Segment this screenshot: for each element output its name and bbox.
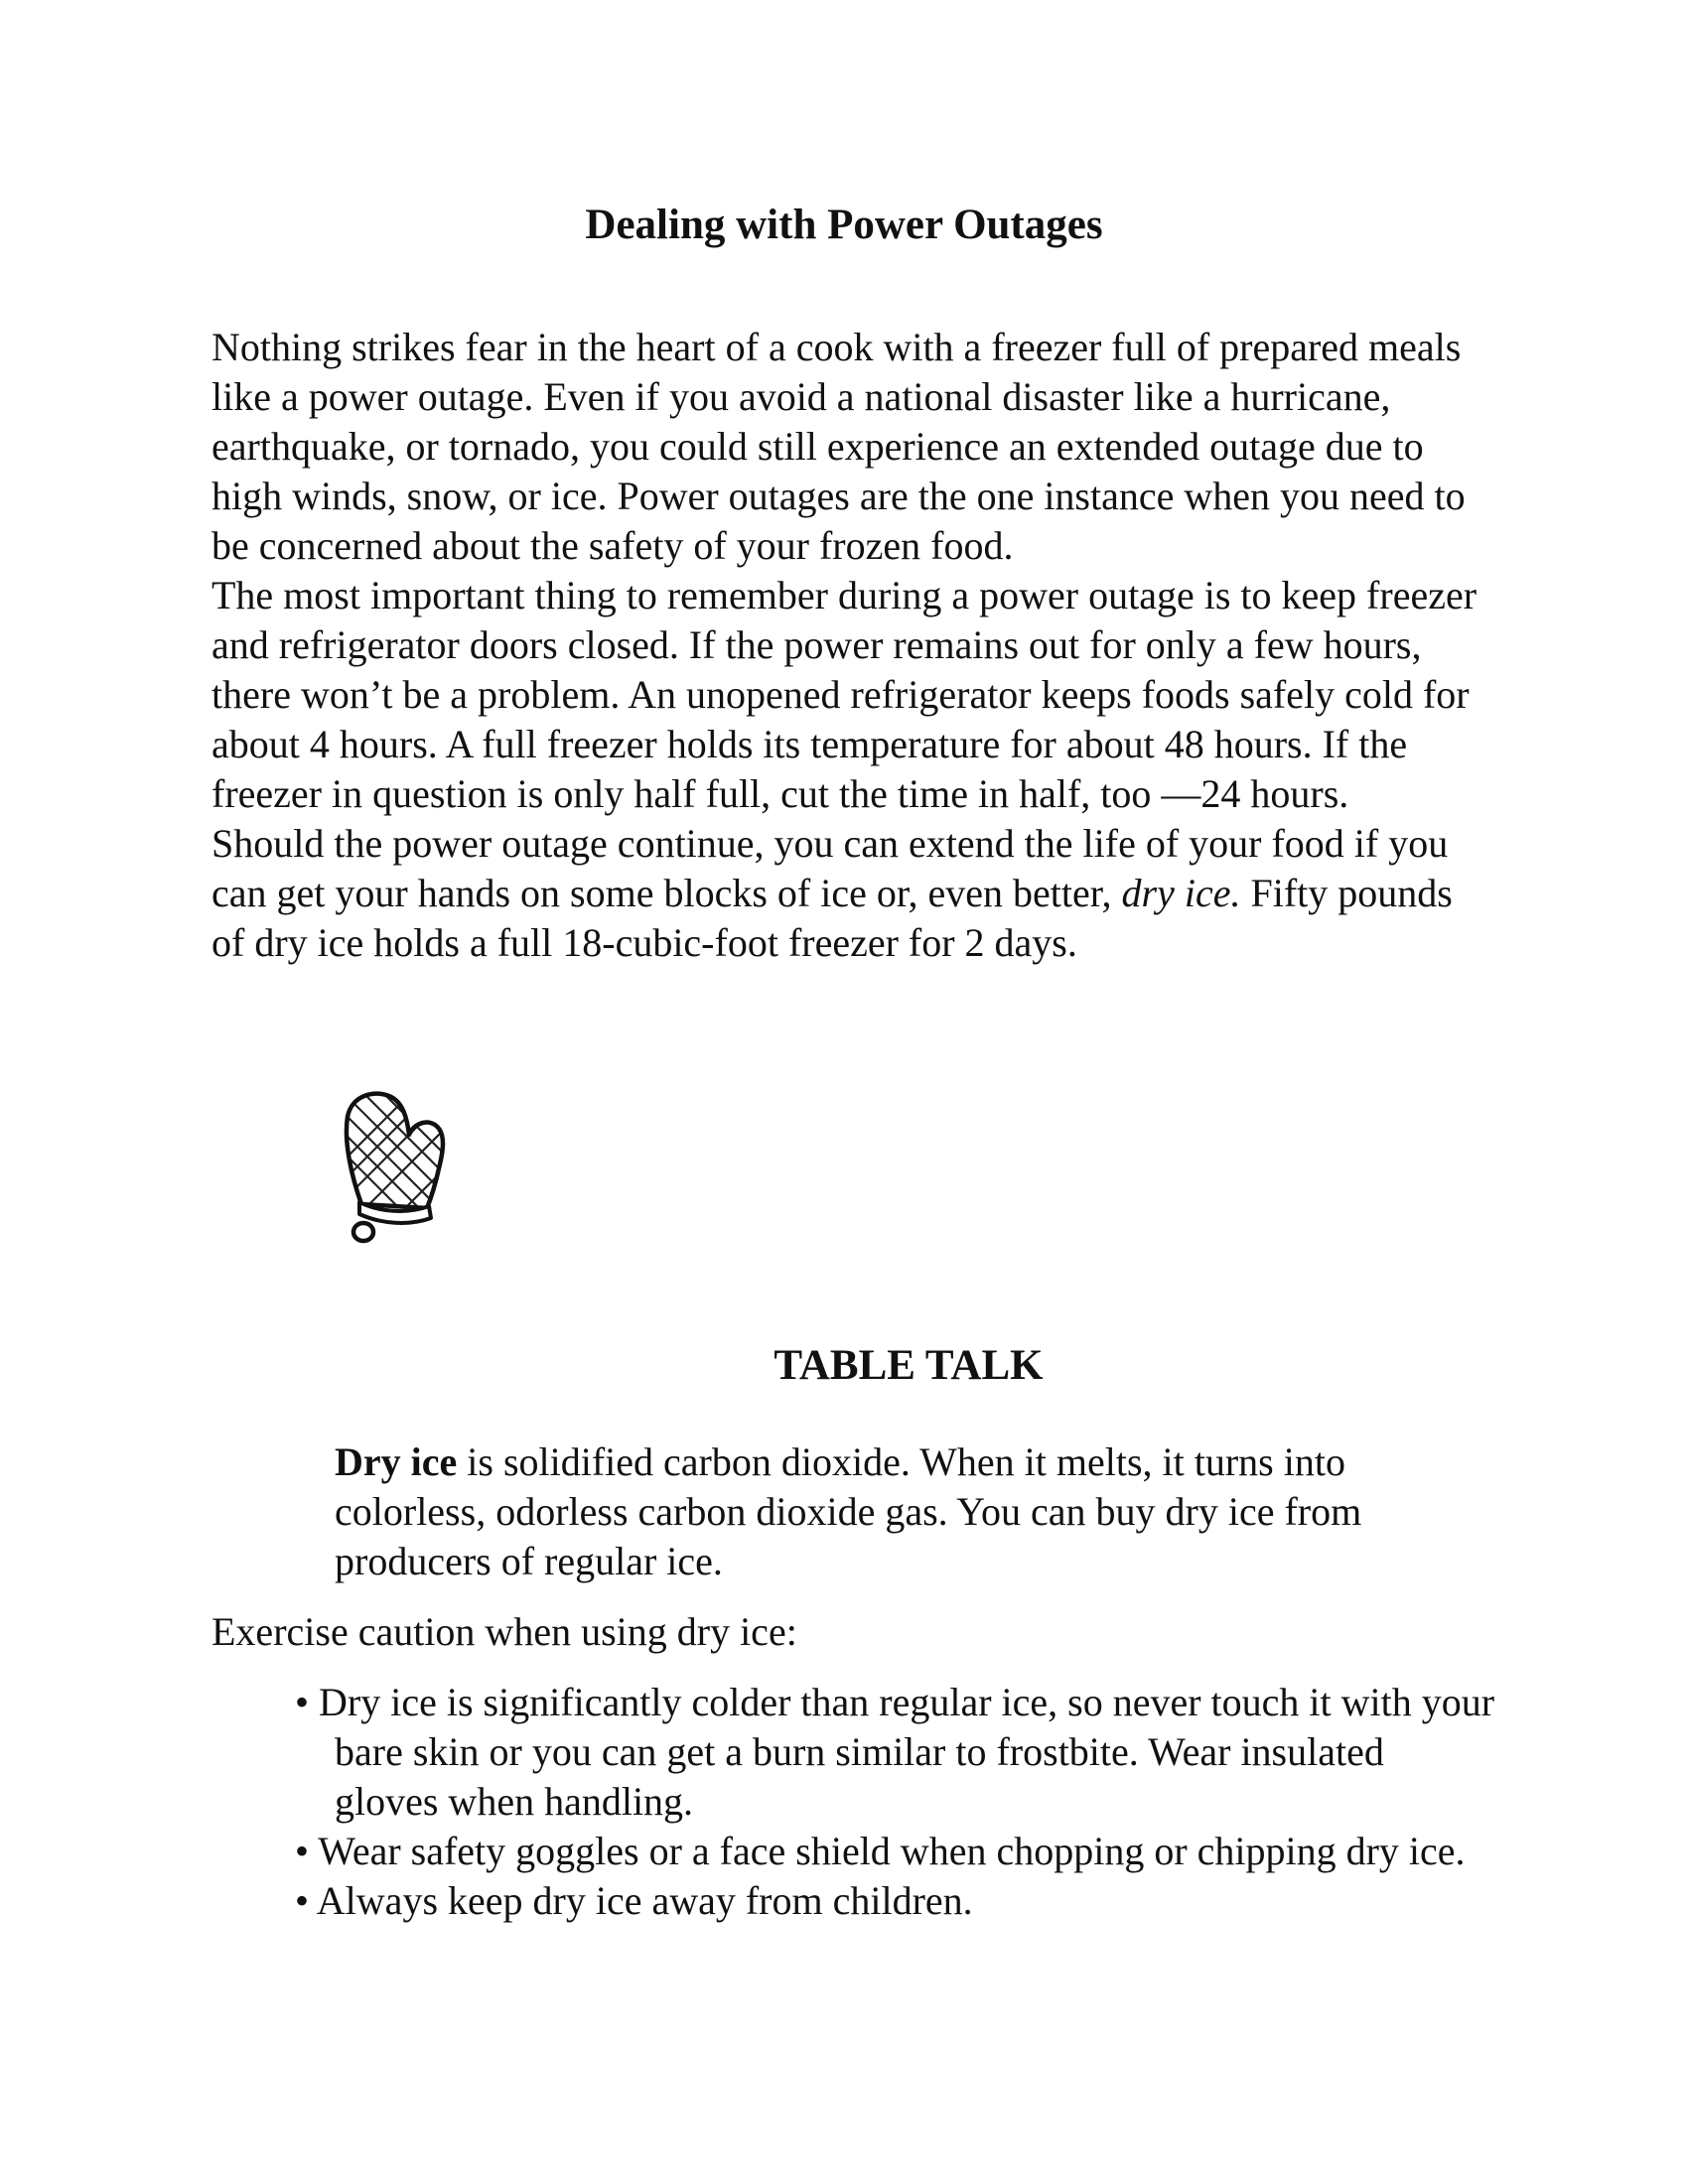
article-body bbox=[211, 323, 1482, 968]
paragraph-dry-ice-text: Should the power outage continue, you can extend the life of your food if you can get your hands on some blocks of ice or, even better, bbox=[211, 821, 1449, 915]
paragraph-dry-ice-text-end: Fifty pounds of dry ice holds a full 18-cubic-foot freezer for 2 days. bbox=[211, 871, 1453, 965]
page-title: Dealing with Power Outages bbox=[585, 202, 1103, 248]
caution-list bbox=[295, 1678, 1496, 1926]
caution-item: • Wear safety goggles or a face shield when chopping or chipping dry ice. bbox=[295, 1829, 1466, 1873]
paragraph-intro: Nothing strikes fear in the heart of a cook with a freezer full of prepared meals like a power outage. Even if you avoid a national disaster like a hurricane, earthquake, or tornado, you could still experience an extended outage due to high winds, snow, or ice. Power outages are the one instance when you need to be concerned about the safety of your frozen food. bbox=[211, 325, 1466, 568]
dry-ice-definition bbox=[335, 1437, 1457, 1586]
dry-ice-emphasis: dry ice. bbox=[1121, 871, 1241, 915]
paragraph-dry-ice bbox=[211, 819, 1482, 968]
dry-ice-term: Dry ice bbox=[335, 1439, 458, 1484]
table-talk-heading: TABLE TALK bbox=[774, 1342, 1044, 1389]
caution-intro: Exercise caution when using dry ice: bbox=[211, 1609, 797, 1654]
oven-mitt-icon bbox=[338, 1087, 452, 1251]
caution-item: • Dry ice is significantly colder than regular ice, so never touch it with your bare skin or you can get a burn similar to frostbite. Wear insulated gloves when handling. bbox=[295, 1680, 1495, 1824]
caution-item: • Always keep dry ice away from children. bbox=[295, 1878, 973, 1923]
dry-ice-definition-text: is solidified carbon dioxide. When it melts, it turns into colorless, odorless carbon dioxide gas. You can buy dry ice from producers of regular ice. bbox=[335, 1439, 1362, 1583]
paragraph-keep-doors-closed: The most important thing to remember during a power outage is to keep freezer and refrigerator doors closed. If the power remains out for only a few hours, there won’t be a problem. An unopened refrigerator keeps foods safely cold for about 4 hours. A full freezer holds its temperature for about 48 hours. If the freezer in question is only half full, cut the time in half, too —24 hours. bbox=[211, 573, 1477, 816]
